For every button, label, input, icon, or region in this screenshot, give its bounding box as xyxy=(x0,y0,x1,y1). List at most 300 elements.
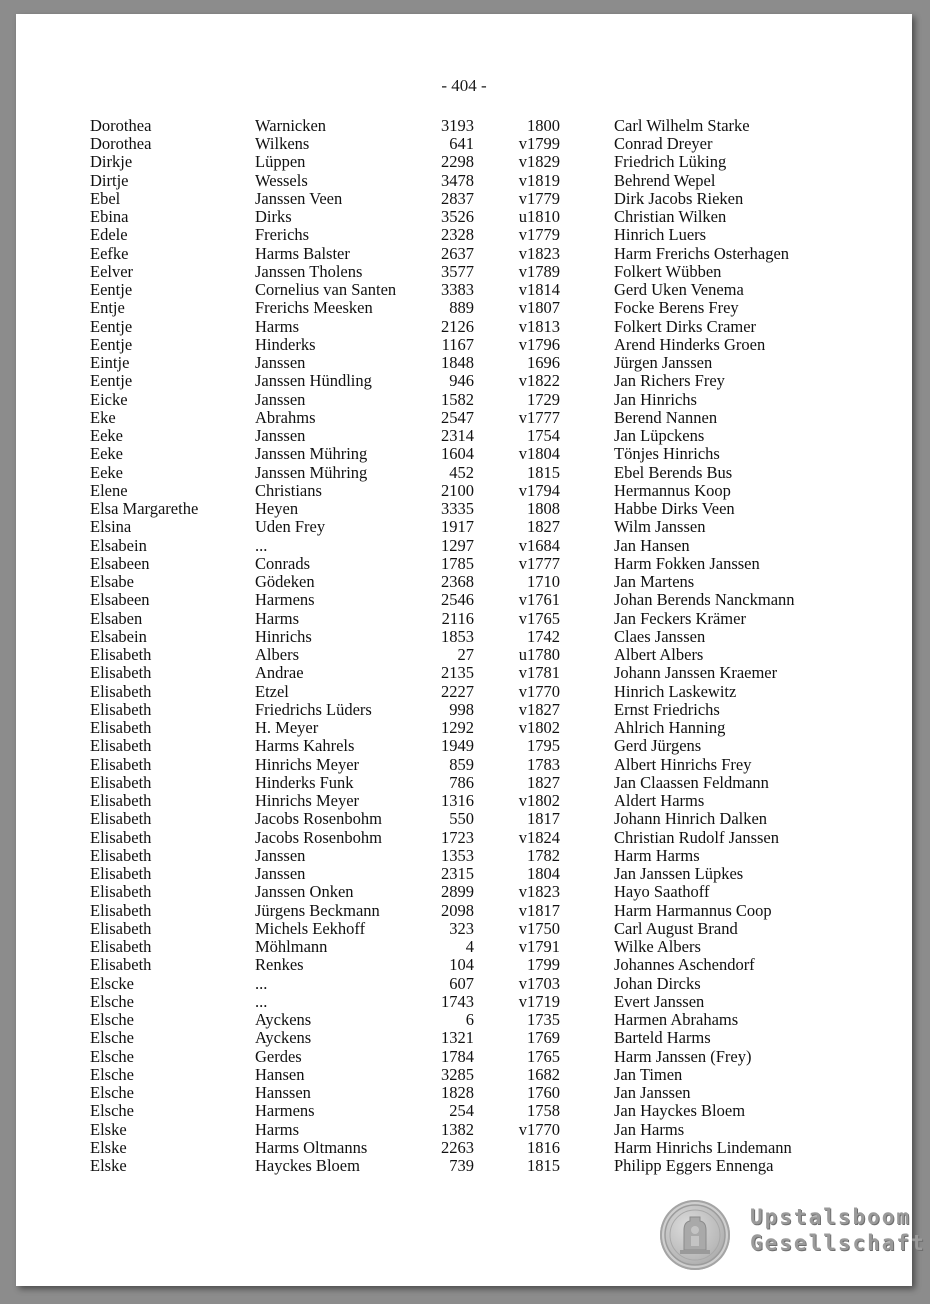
list-item xyxy=(16,646,912,664)
surname: Frerichs Meesken xyxy=(255,298,373,318)
entry-number: 998 xyxy=(449,699,474,719)
year: 1742 xyxy=(527,626,560,646)
partner-name: Ernst Friedrichs xyxy=(614,699,720,719)
list-item xyxy=(16,810,912,828)
first-name: Elske xyxy=(90,1156,127,1175)
partner-name: Hermannus Koop xyxy=(614,480,731,500)
year: v1822 xyxy=(518,371,560,391)
list-item xyxy=(16,263,912,281)
first-name: Elsina xyxy=(90,517,132,537)
entry-number: 550 xyxy=(449,809,474,829)
surname: Wilkens xyxy=(255,134,310,154)
list-item xyxy=(16,573,912,591)
partner-name: Aldert Harms xyxy=(614,791,705,811)
surname: Janssen Veen xyxy=(255,188,343,208)
list-item xyxy=(16,518,912,536)
first-name: Ebel xyxy=(90,188,121,208)
first-name: Eentje xyxy=(90,280,133,300)
year: v1779 xyxy=(518,188,560,208)
first-name: Elisabeth xyxy=(90,699,152,719)
first-name: Dorothea xyxy=(90,134,152,154)
surname: Friedrichs Lüders xyxy=(255,699,372,719)
list-item xyxy=(16,737,912,755)
partner-name: Jürgen Janssen xyxy=(614,353,713,373)
first-name: Elisabeth xyxy=(90,754,152,774)
year: 1804 xyxy=(527,864,560,884)
partner-name: Johann Janssen Kraemer xyxy=(614,663,778,683)
first-name: Elisabeth xyxy=(90,645,152,665)
first-name: Entje xyxy=(90,298,125,318)
list-item xyxy=(16,1011,912,1029)
partner-name: Albert Albers xyxy=(614,645,704,665)
partner-name: Harm Hinrichs Lindemann xyxy=(614,1137,792,1157)
entry-number: 1784 xyxy=(441,1046,474,1066)
surname: Gerdes xyxy=(255,1046,302,1066)
first-name: Elisabeth xyxy=(90,772,152,792)
logo-line-1: Upstalsboom xyxy=(750,1205,912,1229)
surname: Ayckens xyxy=(255,1028,312,1048)
entry-number: 1949 xyxy=(441,736,474,756)
first-name: Eintje xyxy=(90,353,130,373)
surname: Harms Oltmanns xyxy=(255,1137,368,1157)
list-item xyxy=(16,792,912,810)
entry-number: 3383 xyxy=(441,280,474,300)
first-name: Elene xyxy=(90,480,128,500)
first-name: Elsaben xyxy=(90,608,143,628)
list-item xyxy=(16,920,912,938)
year: v1779 xyxy=(518,225,560,245)
year: u1810 xyxy=(518,207,560,227)
year: v1819 xyxy=(518,170,560,190)
partner-name: Harm Harmannus Coop xyxy=(614,900,772,920)
year: 1696 xyxy=(527,353,560,373)
year: 1735 xyxy=(527,1010,560,1030)
list-item xyxy=(16,153,912,171)
year: 1760 xyxy=(527,1083,560,1103)
entry-number: 2314 xyxy=(441,426,474,446)
surname: Janssen Tholens xyxy=(255,261,363,281)
entry-number: 1316 xyxy=(441,791,474,811)
year: 1754 xyxy=(527,426,560,446)
year: 1817 xyxy=(527,809,560,829)
surname: Michels Eekhoff xyxy=(255,918,366,938)
year: 1783 xyxy=(527,754,560,774)
year: v1823 xyxy=(518,882,560,902)
first-name: Elisabeth xyxy=(90,681,152,701)
surname: Wessels xyxy=(255,170,308,190)
list-item xyxy=(16,1157,912,1175)
list-item xyxy=(16,865,912,883)
entry-number: 1353 xyxy=(441,845,474,865)
first-name: Elisabeth xyxy=(90,736,152,756)
year: 1816 xyxy=(527,1137,560,1157)
list-item xyxy=(16,135,912,153)
list-item xyxy=(16,701,912,719)
entry-number: 1382 xyxy=(441,1119,474,1139)
entry-number: 1582 xyxy=(441,389,474,409)
entry-number: 1743 xyxy=(441,991,474,1011)
surname: Harms Kahrels xyxy=(255,736,355,756)
entry-number: 2368 xyxy=(441,572,474,592)
surname: Harms xyxy=(255,316,299,336)
surname: Janssen xyxy=(255,426,306,446)
first-name: Eentje xyxy=(90,371,133,391)
year: v1719 xyxy=(518,991,560,1011)
partner-name: Jan Martens xyxy=(614,572,695,592)
surname: Warnicken xyxy=(255,116,327,135)
list-item xyxy=(16,245,912,263)
list-item xyxy=(16,628,912,646)
list-item xyxy=(16,1121,912,1139)
entry-number: 739 xyxy=(449,1156,474,1175)
list-item xyxy=(16,993,912,1011)
year: v1802 xyxy=(518,791,560,811)
first-name: Elisabeth xyxy=(90,718,152,738)
entry-number: 859 xyxy=(449,754,474,774)
partner-name: Hinrich Laskewitz xyxy=(614,681,737,701)
list-item xyxy=(16,226,912,244)
year: v1813 xyxy=(518,316,560,336)
first-name: Eentje xyxy=(90,334,133,354)
first-name: Elsabeen xyxy=(90,553,150,573)
surname: Harms xyxy=(255,608,299,628)
partner-name: Harm Frerichs Osterhagen xyxy=(614,243,790,263)
partner-name: Carl August Brand xyxy=(614,918,738,938)
list-item xyxy=(16,591,912,609)
partner-name: Evert Janssen xyxy=(614,991,705,1011)
partner-name: Harm Janssen (Frey) xyxy=(614,1046,752,1066)
first-name: Elsche xyxy=(90,1101,134,1121)
partner-name: Jan Harms xyxy=(614,1119,685,1139)
year: v1829 xyxy=(518,152,560,172)
first-name: Ebina xyxy=(90,207,129,227)
first-name: Dirkje xyxy=(90,152,133,172)
entry-number: 1292 xyxy=(441,718,474,738)
first-name: Dirtje xyxy=(90,170,129,190)
surname: Harmens xyxy=(255,590,315,610)
partner-name: Dirk Jacobs Rieken xyxy=(614,188,744,208)
first-name: Eeke xyxy=(90,462,123,482)
list-item xyxy=(16,902,912,920)
entry-number: 2116 xyxy=(441,608,474,628)
first-name: Elisabeth xyxy=(90,809,152,829)
entry-number: 2263 xyxy=(441,1137,474,1157)
first-name: Elisabeth xyxy=(90,827,152,847)
year: v1817 xyxy=(518,900,560,920)
surname: Jacobs Rosenbohm xyxy=(255,809,382,829)
year: 1795 xyxy=(527,736,560,756)
year: v1684 xyxy=(518,535,560,555)
entry-number: 3478 xyxy=(441,170,474,190)
surname: Albers xyxy=(255,645,299,665)
partner-name: Carl Wilhelm Starke xyxy=(614,116,750,135)
year: 1827 xyxy=(527,772,560,792)
partner-name: Gerd Uken Venema xyxy=(614,280,744,300)
list-item xyxy=(16,464,912,482)
year: 1815 xyxy=(527,1156,560,1175)
partner-name: Christian Wilken xyxy=(614,207,727,227)
surname: Hinrichs Meyer xyxy=(255,791,360,811)
entry-number: 2328 xyxy=(441,225,474,245)
partner-name: Focke Berens Frey xyxy=(614,298,739,318)
surname: Hayckes Bloem xyxy=(255,1156,360,1175)
partner-name: Tönjes Hinrichs xyxy=(614,444,720,464)
list-item xyxy=(16,427,912,445)
surname: Möhlmann xyxy=(255,937,328,957)
year: v1827 xyxy=(518,699,560,719)
surname: Abrahms xyxy=(255,407,316,427)
entry-number: 254 xyxy=(449,1101,474,1121)
surname: Janssen xyxy=(255,845,306,865)
first-name: Elisabeth xyxy=(90,882,152,902)
year: v1750 xyxy=(518,918,560,938)
surname: Uden Frey xyxy=(255,517,326,537)
list-item xyxy=(16,299,912,317)
partner-name: Jan Hayckes Bloem xyxy=(614,1101,746,1121)
partner-name: Albert Hinrichs Frey xyxy=(614,754,752,774)
list-item xyxy=(16,281,912,299)
list-item xyxy=(16,975,912,993)
partner-name: Ahlrich Hanning xyxy=(614,718,726,738)
entry-number: 786 xyxy=(449,772,474,792)
list-item xyxy=(16,719,912,737)
year: 1769 xyxy=(527,1028,560,1048)
partner-name: Wilke Albers xyxy=(614,937,701,957)
surname: Christians xyxy=(255,480,322,500)
surname: Gödeken xyxy=(255,572,315,592)
surname: ... xyxy=(255,991,268,1011)
partner-name: Arend Hinderks Groen xyxy=(614,334,766,354)
first-name: Eicke xyxy=(90,389,128,409)
year: v1765 xyxy=(518,608,560,628)
surname: Lüppen xyxy=(255,152,306,172)
entry-number: 323 xyxy=(449,918,474,938)
list-item xyxy=(16,482,912,500)
year: v1791 xyxy=(518,937,560,957)
partner-name: Harm Harms xyxy=(614,845,700,865)
partner-name: Habbe Dirks Veen xyxy=(614,499,735,519)
year: v1781 xyxy=(518,663,560,683)
list-item xyxy=(16,883,912,901)
surname: Harmens xyxy=(255,1101,315,1121)
partner-name: Johannes Aschendorf xyxy=(614,955,755,975)
list-item xyxy=(16,208,912,226)
surname: Janssen Hündling xyxy=(255,371,372,391)
list-item xyxy=(16,956,912,974)
surname: Harms Balster xyxy=(255,243,350,263)
entry-number: 1853 xyxy=(441,626,474,646)
surname: Renkes xyxy=(255,955,304,975)
partner-name: Ebel Berends Bus xyxy=(614,462,733,482)
first-name: Elisabeth xyxy=(90,663,152,683)
first-name: Elisabeth xyxy=(90,845,152,865)
first-name: Elske xyxy=(90,1119,127,1139)
first-name: Eeke xyxy=(90,444,123,464)
partner-name: Claes Janssen xyxy=(614,626,706,646)
surname: Frerichs xyxy=(255,225,310,245)
first-name: Elscke xyxy=(90,973,134,993)
year: 1799 xyxy=(527,955,560,975)
first-name: Eke xyxy=(90,407,116,427)
page-number: - 404 - xyxy=(441,76,487,95)
list-item xyxy=(16,829,912,847)
entry-number: 2637 xyxy=(441,243,474,263)
first-name: Elsche xyxy=(90,1064,134,1084)
entry-number: 2100 xyxy=(441,480,474,500)
list-item xyxy=(16,756,912,774)
year: 1765 xyxy=(527,1046,560,1066)
surname: Janssen xyxy=(255,389,306,409)
surname: Hanssen xyxy=(255,1083,311,1103)
list-item xyxy=(16,847,912,865)
partner-name: Johann Hinrich Dalken xyxy=(614,809,768,829)
entry-number: 1167 xyxy=(441,334,474,354)
entry-number: 1723 xyxy=(441,827,474,847)
entry-number: 2298 xyxy=(441,152,474,172)
entry-number: 2546 xyxy=(441,590,474,610)
year: v1814 xyxy=(518,280,560,300)
surname: ... xyxy=(255,973,268,993)
year: 1815 xyxy=(527,462,560,482)
entry-number: 452 xyxy=(449,462,474,482)
surname: Cornelius van Santen xyxy=(255,280,397,300)
list-item xyxy=(16,409,912,427)
surname: Harms xyxy=(255,1119,299,1139)
list-item xyxy=(16,500,912,518)
entry-number: 1917 xyxy=(441,517,474,537)
first-name: Eefke xyxy=(90,243,129,263)
year: v1777 xyxy=(518,407,560,427)
entry-number: 3335 xyxy=(441,499,474,519)
surname: H. Meyer xyxy=(255,718,319,738)
document-page xyxy=(16,14,926,1286)
entry-number: 1604 xyxy=(441,444,474,464)
list-item xyxy=(16,445,912,463)
list-item xyxy=(16,683,912,701)
list-item xyxy=(16,537,912,555)
surname: Andrae xyxy=(255,663,304,683)
entry-number: 27 xyxy=(457,645,474,665)
entry-number: 2135 xyxy=(441,663,474,683)
partner-name: Folkert Wübben xyxy=(614,261,722,281)
year: v1799 xyxy=(518,134,560,154)
entry-number: 1828 xyxy=(441,1083,474,1103)
first-name: Elsche xyxy=(90,1010,134,1030)
list-item xyxy=(16,1048,912,1066)
first-name: Elsabein xyxy=(90,535,147,555)
partner-name: Jan Janssen Lüpkes xyxy=(614,864,744,884)
partner-name: Wilm Janssen xyxy=(614,517,706,537)
year: 1808 xyxy=(527,499,560,519)
first-name: Elisabeth xyxy=(90,791,152,811)
surname: Heyen xyxy=(255,499,299,519)
partner-name: Jan Hinrichs xyxy=(614,389,697,409)
list-item xyxy=(16,664,912,682)
partner-name: Jan Janssen xyxy=(614,1083,691,1103)
first-name: Elisabeth xyxy=(90,955,152,975)
year: v1777 xyxy=(518,553,560,573)
surname: Hansen xyxy=(255,1064,305,1084)
year: v1823 xyxy=(518,243,560,263)
first-name: Elisabeth xyxy=(90,918,152,938)
first-name: Elsabein xyxy=(90,626,147,646)
first-name: Elisabeth xyxy=(90,900,152,920)
entry-number: 889 xyxy=(449,298,474,318)
entry-number: 2315 xyxy=(441,864,474,884)
seal-icon xyxy=(660,1200,730,1270)
year: 1782 xyxy=(527,845,560,865)
partner-name: Jan Hansen xyxy=(614,535,690,555)
partner-name: Folkert Dirks Cramer xyxy=(614,316,757,336)
entry-number: 4 xyxy=(465,937,474,957)
surname: Janssen Onken xyxy=(255,882,354,902)
partner-name: Harm Fokken Janssen xyxy=(614,553,760,573)
partner-name: Johan Berends Nanckmann xyxy=(614,590,795,610)
year: v1824 xyxy=(518,827,560,847)
partner-name: Barteld Harms xyxy=(614,1028,711,1048)
entry-number: 3193 xyxy=(441,116,474,135)
year: 1710 xyxy=(527,572,560,592)
surname: Janssen Mühring xyxy=(255,444,368,464)
list-item xyxy=(16,336,912,354)
upstalsboom-logo xyxy=(660,1200,926,1270)
year: 1682 xyxy=(527,1064,560,1084)
list-item xyxy=(16,610,912,628)
surname: Jacobs Rosenbohm xyxy=(255,827,382,847)
year: v1770 xyxy=(518,1119,560,1139)
year: v1703 xyxy=(518,973,560,993)
partner-name: Gerd Jürgens xyxy=(614,736,702,756)
partner-name: Jan Timen xyxy=(614,1064,683,1084)
first-name: Elsabeen xyxy=(90,590,150,610)
entry-number: 2547 xyxy=(441,407,474,427)
list-item xyxy=(16,1139,912,1157)
list-item xyxy=(16,1084,912,1102)
year: v1802 xyxy=(518,718,560,738)
list-item xyxy=(16,555,912,573)
surname: Hinderks Funk xyxy=(255,772,354,792)
list-item xyxy=(16,318,912,336)
logo-text xyxy=(750,1204,926,1256)
list-item xyxy=(16,372,912,390)
entry-number: 1785 xyxy=(441,553,474,573)
list-item xyxy=(16,391,912,409)
first-name: Elsche xyxy=(90,1028,134,1048)
list-item xyxy=(16,1102,912,1120)
first-name: Edele xyxy=(90,225,128,245)
first-name: Elisabeth xyxy=(90,864,152,884)
surname: Hinrichs xyxy=(255,626,312,646)
surname: Conrads xyxy=(255,553,310,573)
entry-number: 946 xyxy=(449,371,474,391)
year: 1800 xyxy=(527,116,560,135)
partner-name: Jan Lüpckens xyxy=(614,426,705,446)
surname: ... xyxy=(255,535,268,555)
entry-number: 2098 xyxy=(441,900,474,920)
list-item xyxy=(16,190,912,208)
entry-number: 2837 xyxy=(441,188,474,208)
entry-number: 2126 xyxy=(441,316,474,336)
partner-name: Philipp Eggers Ennenga xyxy=(614,1156,774,1175)
partner-name: Christian Rudolf Janssen xyxy=(614,827,779,847)
entry-number: 1297 xyxy=(441,535,474,555)
list-item xyxy=(16,774,912,792)
surname: Janssen xyxy=(255,353,306,373)
partner-name: Jan Claassen Feldmann xyxy=(614,772,769,792)
partner-name: Berend Nannen xyxy=(614,407,718,427)
year: 1827 xyxy=(527,517,560,537)
list-item xyxy=(16,1029,912,1047)
